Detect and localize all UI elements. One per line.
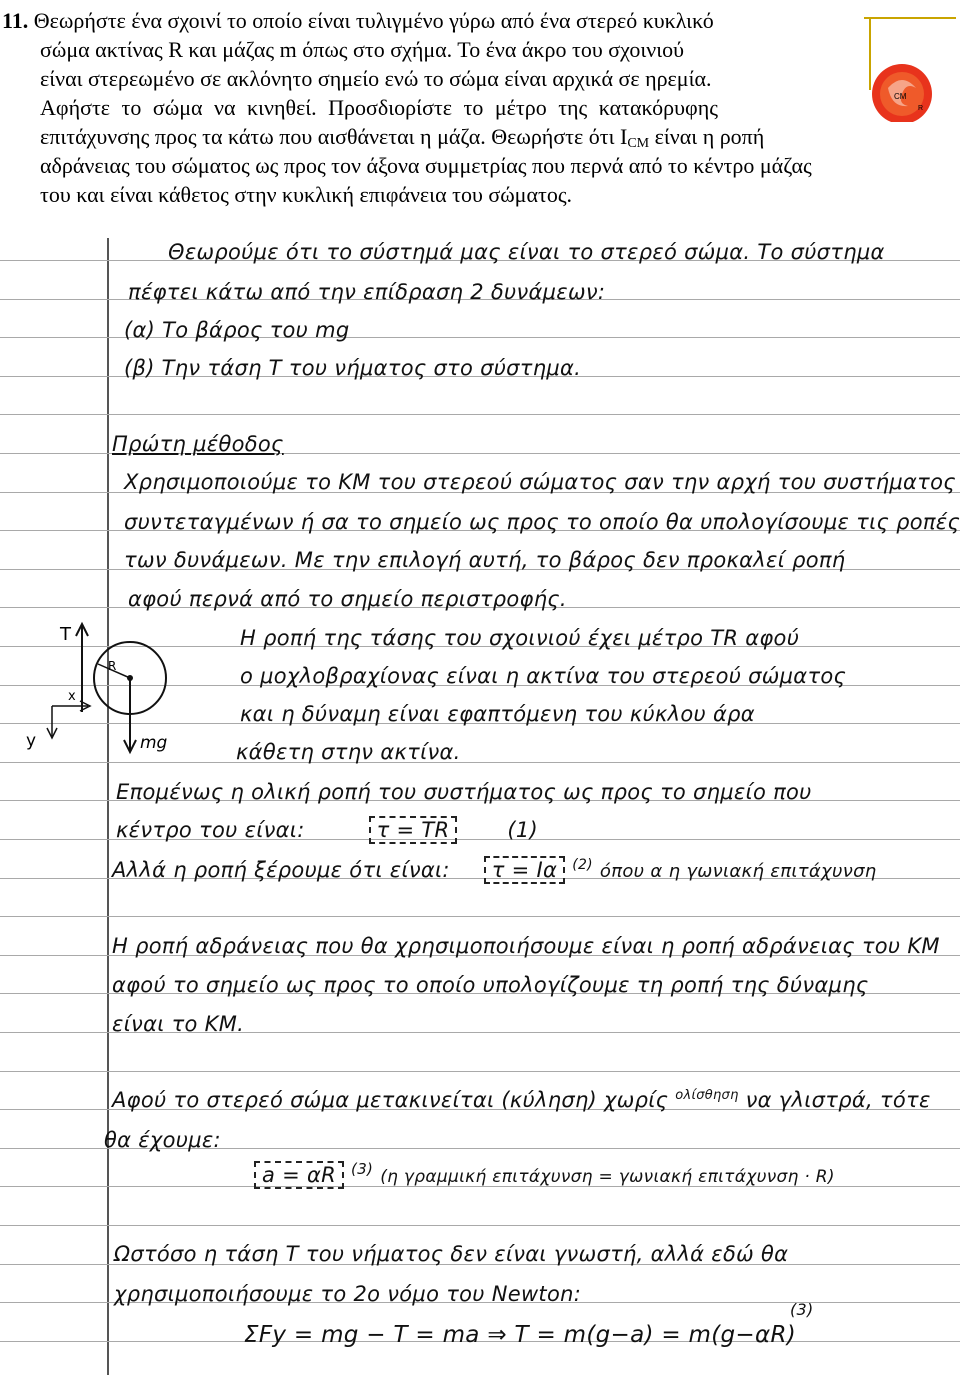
problem-line-7: του και είναι κάθετος στην κυκλική επιφάνεια του σώματος. [40, 182, 573, 207]
margin-line [107, 238, 109, 1375]
equation-4-number: (3) [790, 1300, 814, 1319]
ruled-line [0, 1071, 960, 1072]
equation-3-number: (3) [351, 1160, 374, 1178]
note-line-7: συντεταγμένων ή σα το σημείο ως προς το οποίο θα υπολογίσουμε τις ροπές [124, 510, 960, 534]
note-line-23: Ωστόσο η τάση T του νήματος δεν είναι γνωστή, αλλά εδώ θα [114, 1242, 789, 1266]
note-line-8: των δυνάμεων. Με την επιλογή αυτή, το βάρος δεν προκαλεί ροπή [124, 548, 846, 572]
note-line-13: κάθετη στην ακτίνα. [236, 740, 461, 764]
equation-2-number: (2) [572, 857, 593, 873]
equation-3: a = αR [254, 1161, 344, 1189]
equation-1-number: (1) [507, 818, 538, 842]
note-line-20: Αφού το στερεό σώμα μετακινείται (κύληση) χωρίς $^{o\lambda ί\sigma\theta\eta\sigma\eta}$ να γλιστρά, τότε [112, 1088, 931, 1112]
cm-label: CM [894, 92, 907, 101]
ruled-line [0, 916, 960, 917]
ruled-line [0, 414, 960, 415]
section-title: Πρώτη μέθοδος [112, 432, 284, 456]
note-line-16: Αλλά η ροπή ξέρουμε ότι είναι: τ = Iα $^{(2)}$ όπου α η γωνιακή επιτάχυνση [112, 857, 877, 882]
superscript-note: ολίσθηση [675, 1088, 739, 1103]
equation-4: ΣFy = mg − T = ma ⇒ T = m(g−a) = m(g−αR) [244, 1322, 797, 1348]
handwritten-notes [0, 232, 960, 1375]
tension-label: T [60, 624, 71, 645]
note-line-11: ο μοχλοβραχίονας είναι η ακτίνα του στερεού σώματος [240, 664, 847, 688]
weight-label: mg [140, 733, 168, 753]
problem-line-4: Αφήστε το σώμα να κινηθεί. Προσδιορίστε το μέτρο της κατακόρυφης [40, 95, 718, 120]
note-line-15: κέντρο του είναι: τ = TR (1) [116, 818, 538, 842]
note-line-14: Επομένως η ολική ροπή του συστήματος ως προς το σημείο που [116, 780, 812, 804]
equation-2: τ = Iα [484, 856, 565, 884]
note-line-19: είναι το ΚΜ. [112, 1012, 245, 1036]
note-line-17: Η ροπή αδράνειας που θα χρησιμοποιήσουμε είναι η ροπή αδράνειας του ΚΜ [112, 934, 940, 958]
note-line-9: αφού περνά από το σημείο περιστροφής. [128, 587, 567, 611]
note-line-3: (α) Το βάρος του mg [124, 318, 350, 342]
note-line-18: αφού το σημείο ως προς το οποίο υπολογίζουμε τη ροπή της δύναμης [112, 973, 869, 997]
icm-subscript: CM [627, 136, 650, 151]
note-line-6: Χρησιμοποιούμε το ΚΜ του στερεού σώματος σαν την αρχή του συστήματος [124, 470, 956, 494]
note-line-22: a = αR $^{(3)}$ (η γραμμική επιτάχυνση = γωνιακή επιτάχυνση · R) [254, 1160, 835, 1187]
ruled-line [0, 1225, 960, 1226]
note-line-12: και η δύναμη είναι εφαπτόμενη του κύκλου άρα [240, 702, 755, 726]
problem-statement [0, 6, 960, 221]
note-line-21: θα έχουμε: [104, 1128, 221, 1152]
note-line-1: Θεωρούμε ότι το σύστημά μας είναι το στερεό σώμα. Το σύστημα [168, 240, 885, 264]
note-line-2: πέφτει κάτω από την επίδραση 2 δυνάμεων: [128, 280, 606, 304]
problem-line-3: είναι στερεωμένο σε ακλόνητο σημείο ενώ το σώμα είναι αρχικά σε ηρεμία. [40, 66, 712, 91]
problem-line-6: αδράνειας του σώματος ως προς τον άξονα συμμετρίας που περνά από το κέντρο μάζας [40, 153, 812, 178]
note-line-24: χρησιμοποιήσουμε το 2ο νόμο του Newton: [114, 1282, 582, 1306]
y-axis-label: y [26, 731, 37, 751]
equation-1: τ = TR [369, 816, 458, 844]
x-axis-label: x [68, 689, 76, 704]
free-body-diagram [18, 612, 198, 772]
problem-number: 11. [2, 8, 29, 33]
problem-line-2: σώμα ακτίνας R και μάζας m όπως στο σχήμα. Το ένα άκρο του σχοινιού [40, 37, 685, 62]
problem-line-1: 11. Θεωρήστε ένα σχοινί το οποίο είναι τυλιγμένο γύρω από ένα στερεό κυκλικό [2, 8, 714, 33]
disk-rope-figure [862, 10, 958, 122]
note-line-10: Η ροπή της τάσης του σχοινιού έχει μέτρο TR αφού [240, 626, 800, 650]
radius-r-label: R [108, 659, 117, 673]
radius-label: R [918, 105, 924, 112]
note-line-4: (β) Την τάση T του νήματος στο σύστημα. [124, 356, 582, 380]
problem-line-5: επιτάχυνσης προς τα κάτω που αισθάνεται η μάζα. Θεωρήστε ότι $I_{CM}$ είναι η ροπή [40, 124, 765, 151]
